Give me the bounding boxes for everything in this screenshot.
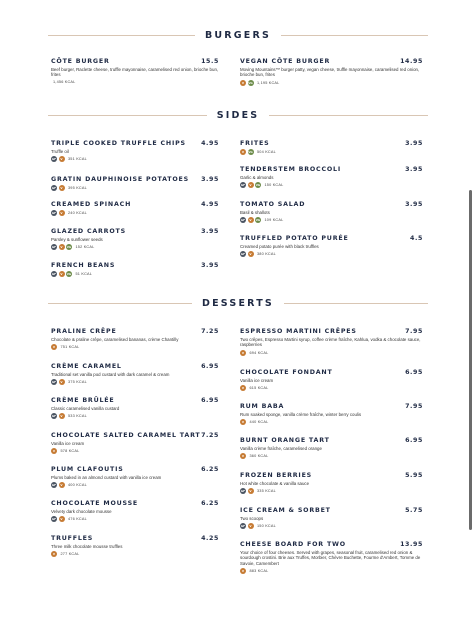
vg-dietary-icon: VG xyxy=(66,272,72,276)
menu-item-dietary xyxy=(51,516,219,522)
menu-item-name: CHOCOLATE SALTED CARAMEL TART xyxy=(51,432,201,439)
menu-item-description: Velvety dark chocolate mousse xyxy=(51,509,112,514)
menu-item-kcal: 694 KCAL xyxy=(249,350,269,355)
gf-dietary-icon: GF xyxy=(51,517,57,522)
menu-item xyxy=(240,437,423,459)
divider xyxy=(48,115,207,116)
menu-item-row xyxy=(240,369,423,376)
menu-item-row xyxy=(240,58,423,65)
menu-item-kcal: 152 KCAL xyxy=(75,245,95,250)
menu-item-row xyxy=(51,58,219,65)
v-dietary-icon: V xyxy=(241,420,245,425)
menu-item-dietary xyxy=(240,80,423,86)
gf-dietary-icon: GF xyxy=(51,211,57,215)
divider xyxy=(269,115,428,116)
menu-item-row xyxy=(51,466,219,473)
menu-item-row xyxy=(240,437,423,444)
menu-item-price: 4.5 xyxy=(410,235,423,242)
menu-item-kcal: 360 KCAL xyxy=(249,454,269,459)
menu-item-kcal: 109 KCAL xyxy=(264,218,284,223)
menu-item-dietary xyxy=(51,156,219,162)
menu-item xyxy=(240,140,423,155)
menu-item-kcal: 240 KCAL xyxy=(68,211,87,215)
menu-item-row xyxy=(240,403,423,410)
menu-item-description: Three milk chocolate mousse truffles xyxy=(51,544,123,549)
section-title-sides: SIDES xyxy=(216,109,260,121)
menu-item-dietary xyxy=(240,488,423,494)
menu-item xyxy=(240,472,423,494)
menu-item-row xyxy=(51,262,219,269)
menu-item-row xyxy=(51,140,219,147)
menu-item-name: PLUM CLAFOUTIS xyxy=(51,466,124,473)
menu-item-kcal: 751 KCAL xyxy=(60,345,80,350)
gf-dietary-icon: GF xyxy=(240,252,246,257)
v-dietary-icon: V xyxy=(60,186,63,190)
menu-item-dietary xyxy=(240,217,423,223)
divider xyxy=(281,35,428,36)
vg-dietary-icon: VG xyxy=(66,245,72,250)
menu-item-name: PRALINE CRÊPE xyxy=(51,328,117,335)
menu-item-dietary xyxy=(51,210,219,216)
menu-item-price: 5.75 xyxy=(405,507,423,514)
menu-item-row xyxy=(240,541,423,548)
gf-dietary-icon: GF xyxy=(51,186,57,190)
vg-dietary-icon: VG xyxy=(255,218,261,223)
menu-item-row xyxy=(240,507,423,514)
menu-item-dietary xyxy=(51,551,219,557)
menu-item-kcal: 476 KCAL xyxy=(68,517,87,522)
burgers-section-header xyxy=(48,29,428,41)
menu-item-dietary xyxy=(51,482,219,488)
menu-item-row xyxy=(51,432,219,439)
v-dietary-icon: V xyxy=(241,80,245,85)
menu-item-price: 14.95 xyxy=(400,58,423,65)
menu-item-price: 6.25 xyxy=(201,466,219,473)
menu-item-price: 5.95 xyxy=(405,472,423,479)
v-dietary-icon: V xyxy=(60,517,63,522)
menu-item-price: 6.95 xyxy=(405,437,423,444)
v-dietary-icon: V xyxy=(60,414,63,419)
menu-item-name: ESPRESSO MARTINI CRÊPES xyxy=(240,328,357,335)
menu-item xyxy=(51,140,219,162)
menu-item-name: GLAZED CARROTS xyxy=(51,228,126,235)
menu-item-description: Vanilla ice cream xyxy=(240,378,274,383)
menu-item-dietary xyxy=(240,385,423,391)
menu-item xyxy=(240,235,423,257)
menu-item-description: Your choice of four cheeses. Served with grapes, seasonal fruit, caramelised red onion & sourdough crostini. Brie aux Truffes, Morbier, Chèvre Buchette, Fourme d'Ambert, Tomme de Savoie, Camembert xyxy=(240,550,421,566)
menu-item-description: Chocolate & praline crêpe, caramelised bananas, crème Chantilly xyxy=(51,337,179,342)
v-dietary-icon: V xyxy=(249,218,252,223)
menu-item-description: Traditional set vanilla pod custard with dark caramel & cream xyxy=(51,372,170,377)
menu-item-dietary xyxy=(240,149,423,155)
v-dietary-icon: V xyxy=(241,454,245,459)
menu-item-price: 3.95 xyxy=(405,166,423,173)
menu-item-price: 3.95 xyxy=(405,201,423,208)
menu-item-name: TOMATO SALAD xyxy=(240,201,306,208)
gf-dietary-icon: GF xyxy=(240,218,246,223)
menu-item-kcal: 615 KCAL xyxy=(249,386,269,391)
menu-item-name: CÔTE BURGER xyxy=(51,58,110,65)
menu-item-row xyxy=(51,328,219,335)
menu-item-description: Hot white chocolate & vanilla sauce xyxy=(240,481,310,486)
menu-item-dietary xyxy=(51,413,219,419)
menu-item-dietary xyxy=(240,251,423,257)
v-dietary-icon: V xyxy=(60,157,63,162)
gf-dietary-icon: GF xyxy=(51,272,57,276)
menu-item-description: Basil & shallots xyxy=(240,210,270,215)
menu-item-description: Truffle oil xyxy=(51,149,69,154)
menu-item-description: Plums baked in an almond custard with vanilla ice cream xyxy=(51,475,162,480)
v-dietary-icon: V xyxy=(52,449,56,454)
menu-item-price: 15.5 xyxy=(201,58,219,65)
gf-dietary-icon: GF xyxy=(51,380,57,385)
menu-item-price: 3.95 xyxy=(201,176,219,183)
menu-item-dietary xyxy=(51,185,219,191)
menu-item-kcal: 400 KCAL xyxy=(68,483,87,488)
menu-item xyxy=(51,397,219,419)
menu-item-dietary xyxy=(51,344,219,350)
divider xyxy=(284,303,428,304)
menu-item-name: FRITES xyxy=(240,140,270,147)
menu-item xyxy=(51,500,219,522)
menu-item-kcal: 277 KCAL xyxy=(60,552,80,557)
divider xyxy=(48,303,192,304)
menu-item-kcal: 504 KCAL xyxy=(257,150,276,154)
menu-item-name: TRUFFLED POTATO PURÉE xyxy=(240,235,349,242)
menu-item-name: VEGAN CÔTE BURGER xyxy=(240,58,331,65)
menu-item-description: Garlic & almonds xyxy=(240,175,274,180)
menu-item-dietary xyxy=(240,350,423,356)
menu-item-price: 4.25 xyxy=(201,535,219,542)
menu-item xyxy=(240,541,423,574)
menu-item-description: Beef burger, Raclette cheese, truffle mayonnaise, caramelised red onion, brioche bun, frites xyxy=(51,67,219,78)
v-dietary-icon: V xyxy=(249,524,252,529)
menu-item-dietary xyxy=(240,453,423,459)
menu-item-price: 6.95 xyxy=(201,397,219,404)
menu-item-row xyxy=(51,363,219,370)
menu-item-name: FROZEN BERRIES xyxy=(240,472,313,479)
menu-item-name: GRATIN DAUPHINOISE POTATOES xyxy=(51,176,189,183)
menu-item-kcal: 150 KCAL xyxy=(264,183,284,188)
menu-item xyxy=(51,262,219,277)
menu-item-kcal: 578 KCAL xyxy=(60,449,80,454)
menu-item-row xyxy=(240,328,423,335)
menu-item xyxy=(51,328,219,350)
menu-item-name: TRUFFLES xyxy=(51,535,94,542)
menu-item-row xyxy=(240,472,423,479)
gf-dietary-icon: GF xyxy=(51,157,57,162)
menu-item-name: BURNT ORANGE TART xyxy=(240,437,330,444)
menu-item-price: 7.95 xyxy=(405,403,423,410)
vg-dietary-icon: VG xyxy=(248,80,253,85)
menu-item xyxy=(240,166,423,188)
menu-item-price: 6.95 xyxy=(201,363,219,370)
v-dietary-icon: V xyxy=(60,211,63,215)
desserts-section-header xyxy=(48,297,428,309)
menu-item-name: CHOCOLATE FONDANT xyxy=(240,369,333,376)
menu-item-price: 6.25 xyxy=(201,500,219,507)
menu-item-price: 13.95 xyxy=(400,541,423,548)
menu-item-dietary xyxy=(240,523,423,529)
menu-item-row xyxy=(51,397,219,404)
menu-item-dietary xyxy=(51,80,219,84)
menu-item xyxy=(51,432,219,454)
menu-item-dietary xyxy=(240,419,423,425)
menu-item-price: 7.25 xyxy=(201,328,219,335)
menu-item xyxy=(240,201,423,223)
menu-item-row xyxy=(51,228,219,235)
menu-item-name: TRIPLE COOKED TRUFFLE CHIPS xyxy=(51,140,186,147)
menu-item-row xyxy=(51,201,219,208)
menu-item-price: 3.95 xyxy=(201,262,219,269)
menu-item xyxy=(51,466,219,488)
menu-item-description: Two crêpes, Espresso Martini syrup, coffee crème fraîche, Kahlua, vodka & chocolate sauce, raspberries xyxy=(240,337,421,348)
menu-item-dietary xyxy=(51,271,219,277)
menu-item-name: CHEESE BOARD FOR TWO xyxy=(240,541,346,548)
v-dietary-icon: V xyxy=(52,345,56,350)
sides-section-header xyxy=(48,109,428,121)
menu-item-description: Two scoops xyxy=(240,516,264,521)
menu-item xyxy=(51,228,219,250)
menu-item-kcal: 351 KCAL xyxy=(68,157,87,162)
v-dietary-icon: V xyxy=(60,380,63,385)
menu-item xyxy=(51,201,219,216)
menu-item-dietary xyxy=(51,448,219,454)
v-dietary-icon: V xyxy=(241,150,245,154)
menu-item-name: FRENCH BEANS xyxy=(51,262,116,269)
menu-item-price: 3.95 xyxy=(405,140,423,147)
menu-item-dietary xyxy=(51,379,219,385)
v-dietary-icon: V xyxy=(249,252,252,257)
menu-item xyxy=(240,403,423,425)
menu-item-dietary xyxy=(240,182,423,188)
menu-item-price: 6.95 xyxy=(405,369,423,376)
menu-item-kcal: 335 KCAL xyxy=(257,489,276,494)
menu-item-kcal: 380 KCAL xyxy=(257,252,276,257)
menu-item xyxy=(240,58,423,86)
divider xyxy=(48,35,195,36)
section-title-desserts: DESSERTS xyxy=(202,297,274,309)
menu-item xyxy=(240,507,423,529)
menu-item-name: CREAMED SPINACH xyxy=(51,201,132,208)
menu-item-name: TENDERSTEM BROCCOLI xyxy=(240,166,341,173)
menu-item-row xyxy=(240,140,423,147)
menu-item-description: Creamed potato purée with black truffles xyxy=(240,244,319,249)
v-dietary-icon: V xyxy=(249,489,252,494)
menu-item-name: CRÈME CARAMEL xyxy=(51,363,122,370)
gf-dietary-icon: GF xyxy=(240,524,246,529)
menu-item xyxy=(51,363,219,385)
v-dietary-icon: V xyxy=(52,552,56,557)
menu-item-description: Classic caramelised vanilla custard xyxy=(51,406,120,411)
menu-item-kcal: 1,195 KCAL xyxy=(257,80,280,85)
menu-item-row xyxy=(51,176,219,183)
menu-item-row xyxy=(240,201,423,208)
menu-item xyxy=(51,535,219,557)
menu-item-name: RUM BABA xyxy=(240,403,285,410)
menu-item-price: 7.95 xyxy=(405,328,423,335)
menu-item-kcal: 150 KCAL xyxy=(257,524,276,529)
menu-item-price: 3.95 xyxy=(201,228,219,235)
menu-item-kcal: 883 KCAL xyxy=(249,569,269,574)
v-dietary-icon: V xyxy=(60,245,63,250)
v-dietary-icon: V xyxy=(241,350,245,355)
menu-item-price: 4.95 xyxy=(201,201,219,208)
menu-item xyxy=(51,58,219,84)
menu-item-price: 7.25 xyxy=(201,432,219,439)
menu-item-name: CHOCOLATE MOUSSE xyxy=(51,500,139,507)
menu-item xyxy=(240,328,423,356)
gf-dietary-icon: GF xyxy=(51,245,57,250)
gf-dietary-icon: GF xyxy=(240,489,246,494)
menu-item-kcal: 375 KCAL xyxy=(68,380,87,385)
v-dietary-icon: V xyxy=(249,183,252,188)
menu-item-row xyxy=(240,166,423,173)
v-dietary-icon: V xyxy=(60,483,63,488)
menu-item xyxy=(51,176,219,191)
menu-item-name: ICE CREAM & SORBET xyxy=(240,507,331,514)
v-dietary-icon: V xyxy=(60,272,63,276)
menu-item-description: Vanilla ice cream xyxy=(51,441,85,446)
menu-item-description: Rum soaked sponge, vanilla crème fraîche, winter berry coulis xyxy=(240,412,362,417)
gf-dietary-icon: GF xyxy=(51,483,57,488)
menu-item-dietary xyxy=(240,568,423,574)
section-title-burgers: BURGERS xyxy=(204,29,272,41)
menu-item-row xyxy=(51,535,219,542)
menu-item-row xyxy=(240,235,423,242)
menu-item-kcal: 533 KCAL xyxy=(68,414,87,419)
menu-item-kcal: 51 KCAL xyxy=(75,272,93,276)
gf-dietary-icon: GF xyxy=(240,183,246,188)
menu-item-row xyxy=(51,500,219,507)
menu-item-kcal: 1,456 KCAL xyxy=(53,79,76,84)
vg-dietary-icon: VG xyxy=(255,183,261,188)
menu-item-price: 4.95 xyxy=(201,140,219,147)
menu-item-dietary xyxy=(51,244,219,250)
menu-item-kcal: 395 KCAL xyxy=(68,186,87,190)
menu-item-kcal: 440 KCAL xyxy=(249,420,269,425)
v-dietary-icon: V xyxy=(241,386,245,391)
gf-dietary-icon: GF xyxy=(51,414,57,419)
v-dietary-icon: V xyxy=(241,569,245,574)
menu-item xyxy=(240,369,423,391)
menu-item-name: CRÈME BRÛLÉE xyxy=(51,397,115,404)
vg-dietary-icon: VG xyxy=(248,150,253,154)
menu-item-description: Vanilla crème fraîche, caramelised orange xyxy=(240,446,322,451)
scrollbar[interactable] xyxy=(469,190,472,530)
menu-item-description: Moving Mountains™ burger patty, vegan cheese, truffle mayonnaise, caramelised red onion, brioche bun, frites xyxy=(240,67,420,78)
menu-item-description: Parsley & sunflower seeds xyxy=(51,237,103,242)
